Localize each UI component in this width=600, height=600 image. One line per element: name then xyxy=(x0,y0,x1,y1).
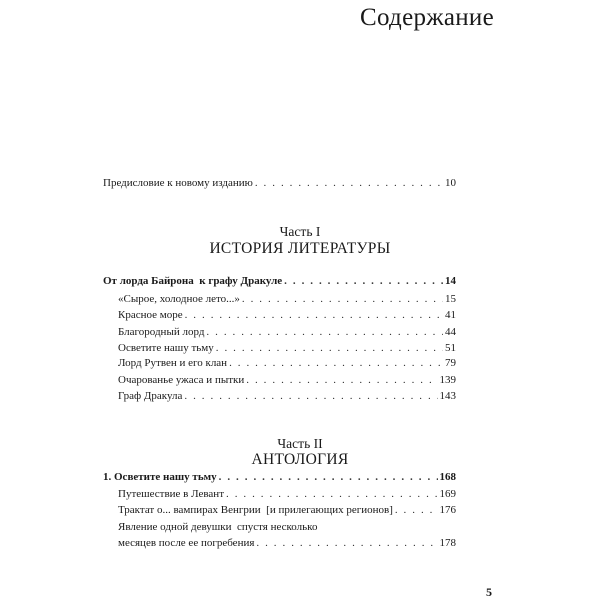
toc-entry-label: 1. Осветите нашу тьму xyxy=(103,471,217,483)
toc-entry xyxy=(118,373,456,387)
toc-entry-part1-header xyxy=(103,274,456,288)
toc-entry-page: 41 xyxy=(445,309,456,321)
dot-leader xyxy=(184,389,437,403)
toc-entry-label: «Сырое, холодное лето...» xyxy=(118,293,240,305)
toc-entry xyxy=(118,325,456,339)
toc-entry xyxy=(118,292,456,306)
toc-entry-page: 44 xyxy=(445,326,456,338)
toc-entry-page: 178 xyxy=(439,537,456,549)
page-title: Содержание xyxy=(360,4,494,31)
toc-entry xyxy=(118,356,456,370)
toc-entry xyxy=(118,503,456,517)
toc-entry xyxy=(118,487,456,501)
dot-leader xyxy=(219,470,438,484)
toc-entry-label: Очарованье ужаса и пытки xyxy=(118,374,245,386)
toc-entry-page: 169 xyxy=(439,488,456,500)
dot-leader xyxy=(206,325,443,339)
dot-leader xyxy=(255,176,443,190)
dot-leader xyxy=(185,308,443,322)
toc-entry xyxy=(118,308,456,322)
toc-entry-page: 10 xyxy=(445,177,456,189)
toc-entry-first-line: Явление одной девушки спустя несколько xyxy=(118,521,318,533)
toc-entry xyxy=(118,536,456,550)
toc-entry-label: месяцев после ее погребения xyxy=(118,537,255,549)
page-number: 5 xyxy=(486,585,492,599)
toc-entry-page: 168 xyxy=(439,471,456,483)
part2-label: Часть II xyxy=(277,436,323,451)
dot-leader xyxy=(216,341,443,355)
toc-entry-label: От лорда Байрона к графу Дракуле xyxy=(103,275,283,287)
toc-entry xyxy=(118,389,456,403)
toc-entry-label: Путешествие в Левант xyxy=(118,488,224,500)
toc-entry-page: 79 xyxy=(445,357,456,369)
dot-leader xyxy=(226,487,438,501)
toc-entry-label: Трактат о... вампирах Венгрии [и прилегающих регионов] xyxy=(118,504,393,516)
toc-entry-page: 14 xyxy=(445,275,456,287)
dot-leader xyxy=(246,373,437,387)
dot-leader xyxy=(256,536,437,550)
toc-entry-page: 15 xyxy=(445,293,456,305)
dot-leader xyxy=(229,356,443,370)
toc-entry-page: 143 xyxy=(439,390,456,402)
toc-entry-part2-header xyxy=(103,470,456,484)
part2-title: АНТОЛОГИЯ xyxy=(251,451,349,468)
toc-entry-label: Граф Дракула xyxy=(118,390,183,402)
dot-leader xyxy=(284,274,443,288)
part1-title: ИСТОРИЯ ЛИТЕРАТУРЫ xyxy=(209,240,391,257)
toc-entry-page: 51 xyxy=(445,342,456,354)
dot-leader xyxy=(242,292,443,306)
toc-entry-label: Красное море xyxy=(118,309,183,321)
toc-entry-preface xyxy=(103,176,456,190)
part1-label: Часть I xyxy=(279,224,321,239)
toc-entry-label: Предисловие к новому изданию xyxy=(103,177,253,189)
toc-entry-page: 139 xyxy=(439,374,456,386)
toc-entry-page: 176 xyxy=(439,504,456,516)
toc-entry-label: Благородный лорд xyxy=(118,326,205,338)
toc-entry-label: Лорд Рутвен и его клан xyxy=(118,357,228,369)
toc-entry xyxy=(118,341,456,355)
toc-entry-label: Осветите нашу тьму xyxy=(118,342,214,354)
dot-leader xyxy=(395,503,438,517)
